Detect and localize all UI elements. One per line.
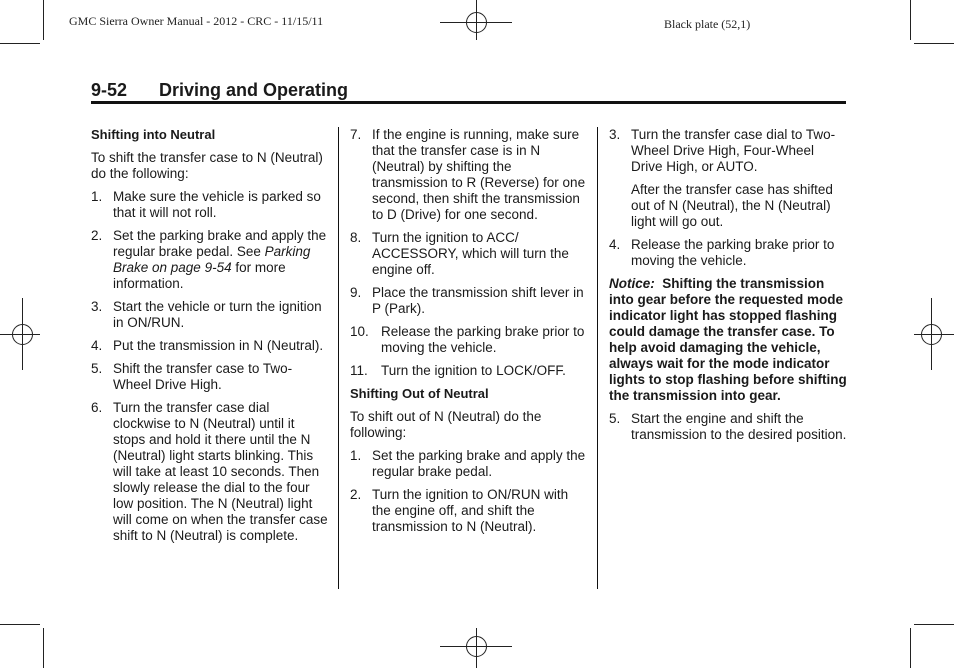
step-number: 8. (350, 230, 362, 245)
notice-text: Shifting the transmission into gear before the requested mode indicator light has stopped flashing could damage the transfer case. To help avoid damaging the vehicle, always wait for the mode indicator lights to stop flashing before shifting the transmission into gear. (609, 276, 847, 403)
crop-mark-top-right-horizontal (914, 43, 954, 44)
column-divider-2 (597, 127, 598, 589)
column-2 (350, 127, 590, 542)
list-item (91, 189, 329, 221)
heading-shifting-into-neutral: Shifting into Neutral (91, 127, 216, 142)
list-item (350, 324, 590, 356)
heading-shifting-out-of-neutral: Shifting Out of Neutral (350, 386, 489, 401)
list-item (350, 230, 590, 278)
list-item (350, 487, 590, 535)
list-item (609, 127, 849, 175)
crop-mark-bottom-right-vertical (910, 628, 911, 668)
step-number: 9. (350, 285, 362, 300)
crop-mark-bottom-right-horizontal (914, 624, 954, 625)
crop-mark-top-right-vertical (910, 0, 911, 40)
page-number: 9-52 (91, 80, 128, 100)
list-item (350, 363, 590, 379)
step-number: 4. (91, 338, 103, 353)
step-number: 5. (91, 361, 103, 376)
section-title: Driving and Operating (159, 80, 349, 100)
list-item (609, 411, 849, 443)
step-text-part: for more information. (113, 260, 286, 291)
intro-paragraph: To shift the transfer case to N (Neutral) do the following: (91, 150, 323, 181)
step-number: 1. (350, 448, 362, 463)
step-number: 2. (91, 228, 103, 243)
plate-info-left: GMC Sierra Owner Manual - 2012 - CRC - 11/15/11 (69, 14, 324, 28)
column-3 (609, 127, 849, 450)
step-text: Turn the transfer case dial to Two-Wheel Drive High, Four-Wheel Drive High, or AUTO. (631, 127, 836, 174)
crop-mark-bottom-left-vertical (43, 628, 44, 668)
header-rule (91, 101, 846, 104)
column-1 (91, 127, 329, 551)
list-item (91, 400, 329, 544)
step-text-part: Set the parking brake and apply the regular brake pedal. See (113, 228, 327, 259)
list-item (350, 285, 590, 317)
crop-mark-top-left-vertical (43, 0, 44, 40)
step-text (113, 228, 329, 292)
notice-label: Notice: (609, 276, 655, 291)
step-text: Turn the ignition to ON/RUN with the engine off, and shift the transmission to N (Neutral). (372, 487, 569, 534)
step-text: Start the engine and shift the transmission to the desired position. (631, 411, 847, 442)
step-text: Set the parking brake and apply the regular brake pedal. (372, 448, 586, 479)
list-item (91, 338, 329, 354)
step-text: Start the vehicle or turn the ignition in ON/RUN. (113, 299, 322, 330)
column-divider-1 (338, 127, 339, 589)
step-text: Shift the transfer case to Two-Wheel Drive High. (113, 361, 293, 392)
step-text: Release the parking brake prior to moving the vehicle. (381, 324, 585, 355)
step-text: Turn the transfer case dial clockwise to N (Neutral) until it stops and hold it there until the N (Neutral) light starts blinking. This will take at least 10 seconds. Then slowly release the dial to the four low position. The N (Neutral) light will come on when the transfer case shift to N (Neutral) is complete. (113, 400, 328, 543)
crop-mark-bottom-left-horizontal (0, 624, 40, 625)
step-text: Release the parking brake prior to moving the vehicle. (631, 237, 835, 268)
list-item (350, 127, 590, 223)
step-text: Place the transmission shift lever in P (Park). (372, 285, 584, 316)
plate-info-right: Black plate (52,1) (664, 17, 751, 31)
step-number: 2. (350, 487, 362, 502)
step-text: Turn the ignition to LOCK/OFF. (381, 363, 566, 378)
step-number: 7. (350, 127, 362, 142)
step-number: 5. (609, 411, 621, 426)
step-number: 3. (91, 299, 103, 314)
notice-block (609, 276, 849, 404)
step-text: Make sure the vehicle is parked so that it will not roll. (113, 189, 321, 220)
cross-reference-link[interactable]: Parking Brake on page 9-54 (113, 244, 311, 275)
list-item (350, 448, 590, 480)
step-number: 1. (91, 189, 103, 204)
crop-mark-top-left-horizontal (0, 43, 40, 44)
list-item (609, 237, 849, 269)
step-note: After the transfer case has shifted out of N (Neutral), the N (Neutral) light will go out. (631, 182, 833, 229)
step-number: 4. (609, 237, 621, 252)
step-number: 3. (609, 127, 621, 142)
step-text: Put the transmission in N (Neutral). (113, 338, 324, 353)
step-text: If the engine is running, make sure that the transfer case is in N (Neutral) by shifting the transmission to R (Reverse) for one second, then shift the transmission to D (Drive) for one second. (372, 127, 586, 222)
list-item (91, 361, 329, 393)
step-number: 11. (350, 363, 368, 378)
step-number: 6. (91, 400, 103, 415)
step-number: 10. (350, 324, 369, 339)
list-item (91, 228, 329, 292)
step-text: Turn the ignition to ACC/ ACCESSORY, which will turn the engine off. (372, 230, 569, 277)
list-item (91, 299, 329, 331)
intro-paragraph: To shift out of N (Neutral) do the following: (350, 409, 542, 440)
